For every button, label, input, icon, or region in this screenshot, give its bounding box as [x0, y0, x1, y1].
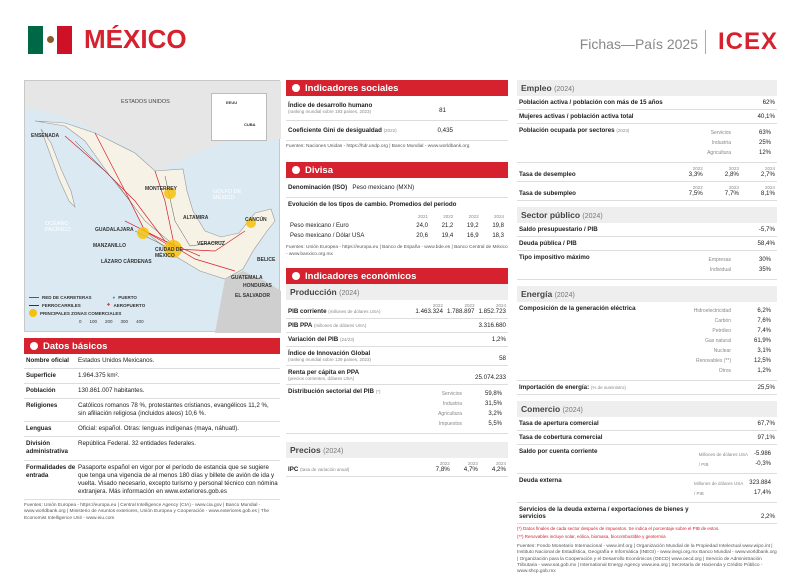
publico-header: Sector público (2024)	[517, 207, 777, 223]
renta-row: Renta per cápita en PPA (precios corrientes, dólares USA) 25.074.233	[286, 366, 508, 385]
comp-item: Hidroelectricidad 6,2%	[693, 308, 771, 314]
comp-item: Nuclear 3,1%	[713, 348, 771, 354]
divisa-table: 2021 2022 2023 2024 Peso mexicano / Euro 24,0 21,2 19,2 19,8 Peso mexicano / Dólar USA 20,6 19,4 16,9 18,3	[290, 214, 504, 240]
mexico-flag-icon	[28, 26, 72, 54]
comercio-fuentes: Fuentes: Fondo Monetario Internacional - www.imf.org | Organización Mundial de la Propiedad Intelectual www.wipo.int | Instituto Nacional de Estadística, Geografía e Informática (INEGI) - www.inegi.org.mx Banco Mundial - www.worldbank.org | Organización para la Cooperación y el Desarrollo Económicos (OECD) www.oecd.org | Servicio de Administración Tributaria - www.sat.gob.mx | International Energy Agency www.iea.org | Secretaría de Hacienda y Crédito Público - www.shcp.gob.mx	[517, 543, 777, 575]
composicion-row: Composición de la generación eléctrica Hidroelectricidad 6,2% Carbón 7,6% Petróleo 7,4% Gas natural 61,9% Nuclear 3,1% Renovables (**) 12,5% Otros 1,2%	[517, 302, 777, 381]
importacion-row: Importación de energía: (% de suministro) 25,5%	[517, 381, 777, 395]
right-column	[517, 80, 777, 576]
sect-item: Impuestos 5,5%	[438, 421, 502, 428]
tipo-item: Empresas 30%	[708, 257, 771, 263]
divisa-row: Peso mexicano / Dólar USA 20,6 19,4 16,9 18,3	[290, 233, 504, 240]
gini-row: Coeficiente Gini de desigualdad (2022) 0,435	[286, 121, 508, 141]
legend-zonas: PRINCIPALES ZONAS COMERCIALES	[40, 310, 122, 316]
left-column	[24, 80, 280, 522]
country-title: MÉXICO	[84, 24, 187, 54]
comp-item: Otros 1,2%	[718, 368, 771, 374]
map-label-veracruz: VERACRUZ	[197, 241, 225, 247]
deuda-publica-row: Deuda pública / PIB 58,4%	[517, 237, 777, 251]
legend-puerto: PUERTO	[118, 294, 137, 300]
denominacion-row: Denominación (ISO) Peso mexicano (MXN)	[286, 178, 508, 198]
cuenta-corriente-row: Saldo por cuenta corriente Millones de dólares USA -5.986 / PIB -0,3%	[517, 445, 777, 474]
map-label-monterrey: MONTERREY	[145, 186, 177, 192]
empleo-header: Empleo (2024)	[517, 80, 777, 96]
ocupada-row: Población ocupada por sectores (2023) Servicios 63% Industria 25% Agricultura 12%	[517, 124, 777, 163]
saldo-row: Saldo presupuestario / PIB -5,7%	[517, 223, 777, 237]
denominacion-value: Peso mexicano (MXN)	[352, 184, 415, 192]
variacion-row: Variación del PIB (24/23) 1,2%	[286, 333, 508, 347]
footnote-1: (*) Datos finales de cada sector después de impuestos. Se indica el porcentaje sobre el PIB de estos.	[517, 526, 720, 531]
sectorial-row: Distribución sectorial del PIB (*) Servicios 59,8% Industria 31,5% Agricultura 3,2% Impuestos 5,5%	[286, 385, 508, 434]
map-label-cdmx: CIUDAD DE MÉXICO	[155, 247, 183, 259]
inset-label-cuba: CUBA	[244, 122, 256, 127]
idh-row: Índice de desarrollo humano (ranking mundial sobre 193 países, 2023) 81	[286, 96, 508, 121]
legend-carreteras: RED DE CARRETERAS	[42, 294, 92, 300]
comp-item: Gas natural 61,9%	[705, 338, 771, 344]
map-label-ensenada: ENSENADA	[31, 133, 60, 139]
icex-logo: ICEX	[717, 28, 778, 55]
produccion-header: Producción (2024)	[286, 284, 508, 300]
map-label-eeuu: ESTADOS UNIDOS	[121, 99, 170, 105]
sect-item: Servicios 59,8%	[441, 391, 502, 398]
datos-basicos-header: Datos básicos	[24, 338, 280, 354]
desempleo-row: Tasa de desempleo 2022 3,3% 2023 2,8% 2024 2,7%	[517, 163, 777, 182]
tipo-row: Tipo impositivo máximo Empresas 30% Individual 35%	[517, 251, 777, 280]
map-label-altamira: ALTAMIRA	[183, 215, 209, 221]
map-label-guatemala: GUATEMALA	[231, 275, 263, 281]
divisa-fuentes: Fuentes: Unión Europea - https://europa.eu | Banco de España - www.bde.es | Banco Central de México - www.banxico.org.mx	[286, 245, 508, 257]
middle-column	[286, 80, 508, 477]
basicos-row: Población 130.861.007 habitantes.	[24, 384, 280, 399]
basicos-row: Superficie 1.964.375 km².	[24, 369, 280, 384]
comercio-header: Comercio (2024)	[517, 401, 777, 417]
map-scale: 0 100 200 300 400	[79, 318, 144, 324]
map-label-lazaro: LÁZARO CÁRDENAS	[101, 259, 152, 265]
legend-aeropuerto: AEROPUERTO	[113, 302, 146, 308]
economicos-header: Indicadores económicos	[286, 268, 508, 284]
map	[24, 80, 280, 332]
footnote-2: (**) Renovables incluye solar, eólica, biomasa, biocombustible y geotermia	[517, 534, 666, 540]
map-label-salvador: EL SALVADOR	[235, 293, 271, 299]
idh-value: 81	[439, 107, 446, 114]
datos-basicos-table	[24, 354, 280, 500]
divisa-header: Divisa	[286, 162, 508, 178]
sect-item: Agricultura 3,2%	[438, 411, 502, 418]
innovacion-row: Índice de Innovación Global (ranking mundial sobre 139 países, 2023) 58	[286, 347, 508, 366]
inset-map	[211, 93, 267, 141]
apertura-row: Tasa de apertura comercial 67,7%	[517, 417, 777, 431]
gini-value: 0,435	[437, 127, 453, 134]
tipo-item: Individual 35%	[709, 267, 771, 273]
map-label-manzanillo: MANZANILLO	[93, 243, 127, 249]
evolucion-label: Evolución de los tipos de cambio. Promedios del periodo	[288, 201, 457, 209]
ipc-row: IPC (tasa de variación anual) 2022 7,8% 2023 4,7% 2024 4,2%	[286, 458, 508, 477]
cobertura-row: Tasa de cobertura comercial 97,1%	[517, 431, 777, 445]
map-label-belice: BELICE	[257, 257, 276, 263]
map-label-cancun: CANCÚN	[245, 217, 267, 223]
map-label-guadalajara: GUADALAJARA	[95, 227, 134, 233]
comp-item: Carbón 7,6%	[714, 318, 771, 324]
deuda-externa-row: Deuda externa Millones de dólares USA 323.884 / PIB 17,4%	[517, 474, 777, 503]
datos-basicos-fuentes: Fuentes: Unión Europea - https://europa.eu | Central Intelligence Agency (CIA) - www.cia.gov | Banco Mundial - www.worldbank.org | Ministerio de Asuntos exteriores, Unión Europea y Cooperación - www.exteriores.gob.es | The Economist Intelligence Unit - www.eiu.com	[24, 502, 270, 521]
map-label-honduras: HONDURAS	[243, 283, 272, 289]
header-divider	[705, 30, 706, 54]
basicos-row: División administrativa República Federal. 32 entidades federales.	[24, 437, 280, 460]
fichas-label: Fichas—País 2025	[579, 36, 698, 52]
basicos-row: Religiones Católicos romanos 78 %, protestantes cristianos, evangélicos 11,2 %, sin afiliación religiosa (incluidos ateos) 10,6 %.	[24, 399, 280, 422]
divisa-row: Peso mexicano / Euro 24,0 21,2 19,2 19,8	[290, 223, 504, 230]
map-label-oceano: OCÉANO PACÍFICO	[45, 221, 71, 233]
sect-item: Industria 31,5%	[442, 401, 502, 408]
basicos-row: Nombre oficial Estados Unidos Mexicanos.	[24, 354, 280, 369]
pib-ppa-row: PIB PPA (millones de dólares USA) 3.316.680	[286, 319, 508, 333]
sociales-fuentes: Fuentes: Naciones Unidas - https://hdr.undp.org | Banco Mundial - www.worldbank.org	[286, 144, 470, 149]
comp-item: Renovables (**) 12,5%	[695, 358, 771, 364]
pib-row: PIB corriente (millones de dólares USA) 2022 1.463.324 2023 1.788.897 2024 1.852.723	[286, 300, 508, 319]
comp-item: Petróleo 7,4%	[712, 328, 771, 334]
ocupada-item: Agricultura 12%	[707, 150, 771, 156]
map-label-golfo: GOLFO DE MÉXICO	[213, 189, 242, 201]
servicios-deuda-row: Servicios de la deuda externa / exportaciones de bienes y servicios 2,2%	[517, 503, 777, 524]
page-header	[0, 0, 800, 74]
precios-header: Precios (2024)	[286, 442, 508, 458]
sociales-header: Indicadores sociales	[286, 80, 508, 96]
ocupada-item: Industria 25%	[711, 140, 771, 146]
activa-row: Población activa / población con más de 15 años 62%	[517, 96, 777, 110]
subempleo-row: Tasa de subempleo 2022 7,5% 2023 7,7% 2024 8,1%	[517, 182, 777, 201]
map-legend: RED DE CARRETERAS ● PUERTO FERROCARRILES ✈ AEROPUERTO PRINCIPALES ZONAS COMERCIALES 0 100 200 300 400	[29, 293, 189, 325]
mujeres-row: Mujeres activas / población activa total 40,1%	[517, 110, 777, 124]
basicos-row: Lenguas Oficial: español. Otras: lenguas indígenas (maya, náhuatl).	[24, 422, 280, 437]
ocupada-item: Servicios 63%	[710, 130, 771, 136]
legend-ferrocarriles: FERROCARRILES	[42, 302, 81, 308]
inset-label-eeuu: EEUU	[226, 100, 238, 105]
energia-header: Energía (2024)	[517, 286, 777, 302]
basicos-row: Formalidades de entrada Pasaporte español en vigor por el período de estancia que se sugiere que tenga una vigencia de al menos 180 días y billete de avión de ida y vuelta. Visado necesario, excepto turismo y personal técnico con nómina extranjera. Más información en www.exteriores.gob.es	[24, 461, 280, 500]
